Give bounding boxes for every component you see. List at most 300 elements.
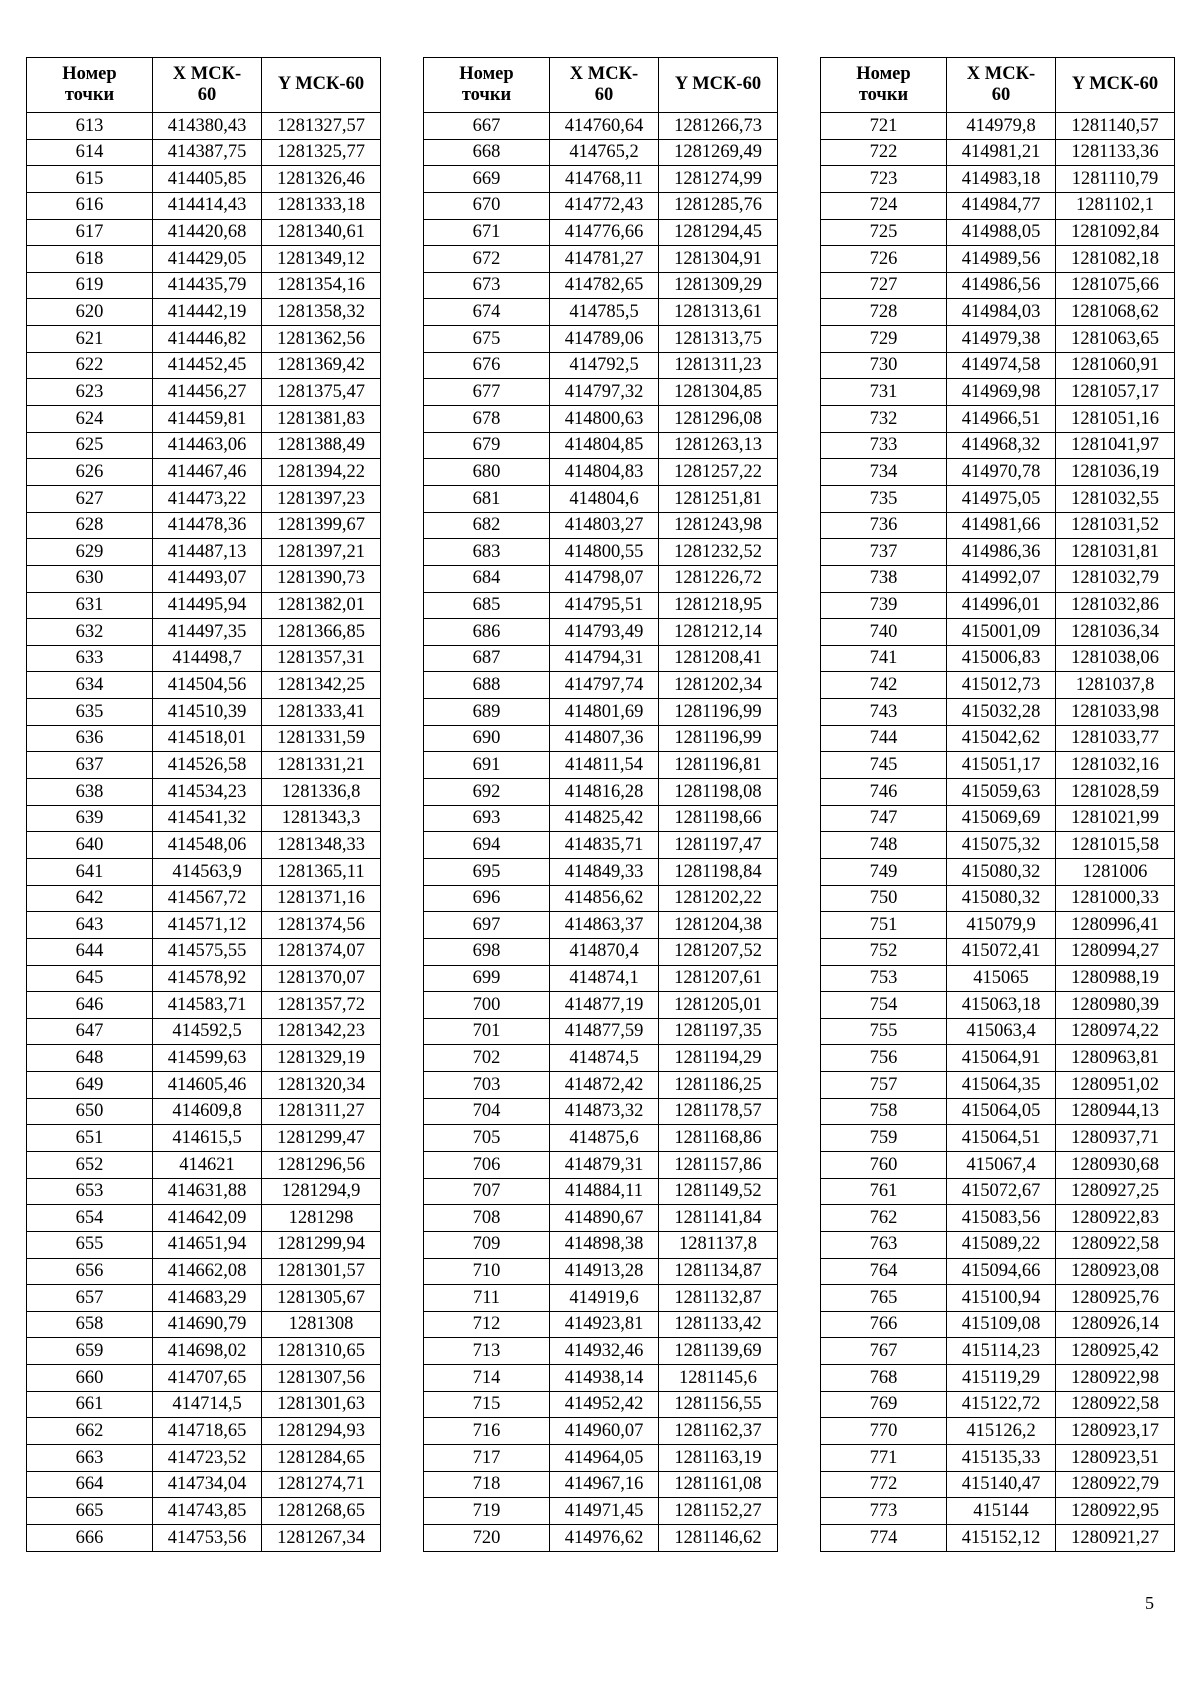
table-row bbox=[424, 912, 778, 939]
x-coordinate-cell: 414782,65 bbox=[550, 272, 659, 299]
x-coordinate-cell: 414932,46 bbox=[550, 1338, 659, 1365]
point-number-cell: 742 bbox=[821, 672, 947, 699]
table-row bbox=[424, 965, 778, 992]
table-row bbox=[424, 246, 778, 273]
y-coordinate-cell: 1280996,41 bbox=[1056, 912, 1175, 939]
x-coordinate-cell: 414463,06 bbox=[153, 432, 262, 459]
x-coordinate-cell: 414442,19 bbox=[153, 299, 262, 326]
point-number-cell: 763 bbox=[821, 1231, 947, 1258]
point-number-cell: 745 bbox=[821, 752, 947, 779]
y-coordinate-cell: 1281032,16 bbox=[1056, 752, 1175, 779]
point-number-cell: 662 bbox=[27, 1418, 153, 1445]
y-coordinate-cell: 1281156,55 bbox=[659, 1391, 778, 1418]
header-y-msk60: Y МСК-60 bbox=[1056, 58, 1175, 113]
x-coordinate-cell: 414964,05 bbox=[550, 1445, 659, 1472]
y-coordinate-cell: 1281033,98 bbox=[1056, 699, 1175, 726]
y-coordinate-cell: 1280923,51 bbox=[1056, 1445, 1175, 1472]
x-coordinate-cell: 414510,39 bbox=[153, 699, 262, 726]
point-number-cell: 699 bbox=[424, 965, 550, 992]
y-coordinate-cell: 1281257,22 bbox=[659, 459, 778, 486]
x-coordinate-cell: 414797,32 bbox=[550, 379, 659, 406]
point-number-cell: 647 bbox=[27, 1018, 153, 1045]
point-number-cell: 696 bbox=[424, 885, 550, 912]
point-number-cell: 746 bbox=[821, 779, 947, 806]
table-row bbox=[27, 1418, 381, 1445]
y-coordinate-cell: 1280922,58 bbox=[1056, 1391, 1175, 1418]
point-number-cell: 724 bbox=[821, 192, 947, 219]
table-row bbox=[27, 1045, 381, 1072]
y-coordinate-cell: 1281267,34 bbox=[262, 1524, 381, 1551]
point-number-cell: 712 bbox=[424, 1311, 550, 1338]
table-row bbox=[821, 1045, 1175, 1072]
point-number-cell: 666 bbox=[27, 1524, 153, 1551]
x-coordinate-cell: 414772,43 bbox=[550, 192, 659, 219]
table-row bbox=[27, 1365, 381, 1392]
table-row bbox=[821, 1338, 1175, 1365]
point-number-cell: 617 bbox=[27, 219, 153, 246]
y-coordinate-cell: 1281196,99 bbox=[659, 725, 778, 752]
point-number-cell: 736 bbox=[821, 512, 947, 539]
table-row bbox=[27, 379, 381, 406]
point-number-cell: 676 bbox=[424, 352, 550, 379]
y-coordinate-cell: 1280922,58 bbox=[1056, 1231, 1175, 1258]
point-number-cell: 721 bbox=[821, 113, 947, 140]
y-coordinate-cell: 1281202,22 bbox=[659, 885, 778, 912]
table-row bbox=[27, 779, 381, 806]
table-row bbox=[821, 885, 1175, 912]
x-coordinate-cell: 414420,68 bbox=[153, 219, 262, 246]
point-number-cell: 752 bbox=[821, 938, 947, 965]
table-row bbox=[821, 432, 1175, 459]
point-number-cell: 652 bbox=[27, 1151, 153, 1178]
point-number-cell: 624 bbox=[27, 406, 153, 433]
y-coordinate-cell: 1281366,85 bbox=[262, 619, 381, 646]
table-row bbox=[821, 1231, 1175, 1258]
table-row bbox=[27, 246, 381, 273]
point-number-cell: 664 bbox=[27, 1471, 153, 1498]
x-coordinate-cell: 414884,11 bbox=[550, 1178, 659, 1205]
y-coordinate-cell: 1281298 bbox=[262, 1205, 381, 1232]
point-number-cell: 663 bbox=[27, 1445, 153, 1472]
y-coordinate-cell: 1281208,41 bbox=[659, 645, 778, 672]
table-row bbox=[821, 805, 1175, 832]
table-row bbox=[27, 406, 381, 433]
point-number-cell: 726 bbox=[821, 246, 947, 273]
point-number-cell: 754 bbox=[821, 992, 947, 1019]
y-coordinate-cell: 1281038,06 bbox=[1056, 645, 1175, 672]
x-coordinate-cell: 414797,74 bbox=[550, 672, 659, 699]
point-number-cell: 667 bbox=[424, 113, 550, 140]
point-number-cell: 748 bbox=[821, 832, 947, 859]
y-coordinate-cell: 1281033,77 bbox=[1056, 725, 1175, 752]
point-number-cell: 632 bbox=[27, 619, 153, 646]
x-coordinate-cell: 415083,56 bbox=[947, 1205, 1056, 1232]
y-coordinate-cell: 1281057,17 bbox=[1056, 379, 1175, 406]
y-coordinate-cell: 1281325,77 bbox=[262, 139, 381, 166]
x-coordinate-cell: 415089,22 bbox=[947, 1231, 1056, 1258]
y-coordinate-cell: 1281037,8 bbox=[1056, 672, 1175, 699]
y-coordinate-cell: 1281197,35 bbox=[659, 1018, 778, 1045]
y-coordinate-cell: 1280923,17 bbox=[1056, 1418, 1175, 1445]
x-coordinate-cell: 414989,56 bbox=[947, 246, 1056, 273]
table-row bbox=[27, 1498, 381, 1525]
point-number-cell: 620 bbox=[27, 299, 153, 326]
table-row bbox=[424, 379, 778, 406]
point-number-cell: 738 bbox=[821, 565, 947, 592]
point-number-cell: 637 bbox=[27, 752, 153, 779]
y-coordinate-cell: 1280922,79 bbox=[1056, 1471, 1175, 1498]
point-number-cell: 621 bbox=[27, 326, 153, 353]
table-body bbox=[821, 113, 1175, 1552]
y-coordinate-cell: 1281358,32 bbox=[262, 299, 381, 326]
y-coordinate-cell: 1281021,99 bbox=[1056, 805, 1175, 832]
table-row bbox=[27, 1098, 381, 1125]
table-row bbox=[27, 1072, 381, 1099]
point-number-cell: 703 bbox=[424, 1072, 550, 1099]
y-coordinate-cell: 1281000,33 bbox=[1056, 885, 1175, 912]
point-number-cell: 682 bbox=[424, 512, 550, 539]
x-coordinate-cell: 415059,63 bbox=[947, 779, 1056, 806]
table-row bbox=[424, 1231, 778, 1258]
point-number-cell: 701 bbox=[424, 1018, 550, 1045]
table-row bbox=[424, 1018, 778, 1045]
x-coordinate-cell: 414575,55 bbox=[153, 938, 262, 965]
table-row bbox=[821, 672, 1175, 699]
point-number-cell: 628 bbox=[27, 512, 153, 539]
point-number-cell: 695 bbox=[424, 858, 550, 885]
x-coordinate-cell: 414776,66 bbox=[550, 219, 659, 246]
y-coordinate-cell: 1281218,95 bbox=[659, 592, 778, 619]
y-coordinate-cell: 1280974,22 bbox=[1056, 1018, 1175, 1045]
x-coordinate-cell: 414765,2 bbox=[550, 139, 659, 166]
x-coordinate-cell: 414567,72 bbox=[153, 885, 262, 912]
y-coordinate-cell: 1281032,86 bbox=[1056, 592, 1175, 619]
x-coordinate-cell: 415109,08 bbox=[947, 1311, 1056, 1338]
table-row bbox=[821, 912, 1175, 939]
y-coordinate-cell: 1280921,27 bbox=[1056, 1524, 1175, 1551]
x-coordinate-cell: 415122,72 bbox=[947, 1391, 1056, 1418]
point-number-cell: 686 bbox=[424, 619, 550, 646]
x-coordinate-cell: 414456,27 bbox=[153, 379, 262, 406]
table-row bbox=[424, 219, 778, 246]
x-coordinate-cell: 414979,38 bbox=[947, 326, 1056, 353]
x-coordinate-cell: 414816,28 bbox=[550, 779, 659, 806]
point-number-cell: 678 bbox=[424, 406, 550, 433]
y-coordinate-cell: 1281349,12 bbox=[262, 246, 381, 273]
x-coordinate-cell: 414986,36 bbox=[947, 539, 1056, 566]
table-row bbox=[821, 752, 1175, 779]
table-row bbox=[821, 406, 1175, 433]
table-row bbox=[27, 1445, 381, 1472]
point-number-cell: 709 bbox=[424, 1231, 550, 1258]
point-number-cell: 720 bbox=[424, 1524, 550, 1551]
table-row bbox=[27, 139, 381, 166]
table-row bbox=[424, 752, 778, 779]
point-number-cell: 730 bbox=[821, 352, 947, 379]
y-coordinate-cell: 1281313,61 bbox=[659, 299, 778, 326]
y-coordinate-cell: 1280922,95 bbox=[1056, 1498, 1175, 1525]
x-coordinate-cell: 414380,43 bbox=[153, 113, 262, 140]
y-coordinate-cell: 1281082,18 bbox=[1056, 246, 1175, 273]
point-number-cell: 702 bbox=[424, 1045, 550, 1072]
y-coordinate-cell: 1281051,16 bbox=[1056, 406, 1175, 433]
y-coordinate-cell: 1281152,27 bbox=[659, 1498, 778, 1525]
x-coordinate-cell: 414792,5 bbox=[550, 352, 659, 379]
y-coordinate-cell: 1281313,75 bbox=[659, 326, 778, 353]
table-row bbox=[27, 272, 381, 299]
point-number-cell: 633 bbox=[27, 645, 153, 672]
table-row bbox=[821, 699, 1175, 726]
point-number-cell: 660 bbox=[27, 1365, 153, 1392]
y-coordinate-cell: 1281162,37 bbox=[659, 1418, 778, 1445]
x-coordinate-cell: 415126,2 bbox=[947, 1418, 1056, 1445]
y-coordinate-cell: 1281301,57 bbox=[262, 1258, 381, 1285]
x-coordinate-cell: 414497,35 bbox=[153, 619, 262, 646]
y-coordinate-cell: 1281370,07 bbox=[262, 965, 381, 992]
table-row bbox=[424, 672, 778, 699]
header-x-msk60: X МСК- 60 bbox=[550, 58, 659, 113]
x-coordinate-cell: 414800,55 bbox=[550, 539, 659, 566]
point-number-cell: 731 bbox=[821, 379, 947, 406]
x-coordinate-cell: 414526,58 bbox=[153, 752, 262, 779]
table-row bbox=[424, 299, 778, 326]
point-number-cell: 654 bbox=[27, 1205, 153, 1232]
table-row bbox=[821, 992, 1175, 1019]
table-row bbox=[821, 219, 1175, 246]
point-number-cell: 635 bbox=[27, 699, 153, 726]
table-row bbox=[424, 1365, 778, 1392]
x-coordinate-cell: 414798,07 bbox=[550, 565, 659, 592]
x-coordinate-cell: 414571,12 bbox=[153, 912, 262, 939]
x-coordinate-cell: 415006,83 bbox=[947, 645, 1056, 672]
point-number-cell: 758 bbox=[821, 1098, 947, 1125]
point-number-cell: 644 bbox=[27, 938, 153, 965]
x-coordinate-cell: 415114,23 bbox=[947, 1338, 1056, 1365]
point-number-cell: 618 bbox=[27, 246, 153, 273]
y-coordinate-cell: 1280926,14 bbox=[1056, 1311, 1175, 1338]
table-row bbox=[424, 459, 778, 486]
x-coordinate-cell: 414387,75 bbox=[153, 139, 262, 166]
point-number-cell: 727 bbox=[821, 272, 947, 299]
x-coordinate-cell: 414898,38 bbox=[550, 1231, 659, 1258]
point-number-cell: 640 bbox=[27, 832, 153, 859]
y-coordinate-cell: 1281068,62 bbox=[1056, 299, 1175, 326]
point-number-cell: 716 bbox=[424, 1418, 550, 1445]
header-x-msk60: X МСК- 60 bbox=[153, 58, 262, 113]
x-coordinate-cell: 414707,65 bbox=[153, 1365, 262, 1392]
y-coordinate-cell: 1281342,25 bbox=[262, 672, 381, 699]
point-number-cell: 650 bbox=[27, 1098, 153, 1125]
table-row bbox=[424, 832, 778, 859]
y-coordinate-cell: 1281309,29 bbox=[659, 272, 778, 299]
table-row bbox=[821, 832, 1175, 859]
table-row bbox=[27, 1231, 381, 1258]
x-coordinate-cell: 414874,1 bbox=[550, 965, 659, 992]
table-row bbox=[27, 965, 381, 992]
y-coordinate-cell: 1281133,42 bbox=[659, 1311, 778, 1338]
x-coordinate-cell: 415152,12 bbox=[947, 1524, 1056, 1551]
point-number-cell: 665 bbox=[27, 1498, 153, 1525]
table-row bbox=[821, 565, 1175, 592]
table-row bbox=[821, 113, 1175, 140]
point-number-cell: 645 bbox=[27, 965, 153, 992]
x-coordinate-cell: 415063,18 bbox=[947, 992, 1056, 1019]
point-number-cell: 619 bbox=[27, 272, 153, 299]
x-coordinate-cell: 414874,5 bbox=[550, 1045, 659, 1072]
table-row bbox=[27, 1391, 381, 1418]
table-row bbox=[27, 219, 381, 246]
x-coordinate-cell: 414563,9 bbox=[153, 858, 262, 885]
x-coordinate-cell: 414651,94 bbox=[153, 1231, 262, 1258]
table-row bbox=[27, 166, 381, 193]
y-coordinate-cell: 1281161,08 bbox=[659, 1471, 778, 1498]
x-coordinate-cell: 414794,31 bbox=[550, 645, 659, 672]
y-coordinate-cell: 1281207,61 bbox=[659, 965, 778, 992]
point-number-cell: 615 bbox=[27, 166, 153, 193]
point-number-cell: 689 bbox=[424, 699, 550, 726]
point-number-cell: 679 bbox=[424, 432, 550, 459]
y-coordinate-cell: 1281365,11 bbox=[262, 858, 381, 885]
x-coordinate-cell: 415140,47 bbox=[947, 1471, 1056, 1498]
point-number-cell: 641 bbox=[27, 858, 153, 885]
header-point-number: Номер точки bbox=[27, 58, 153, 113]
x-coordinate-cell: 414662,08 bbox=[153, 1258, 262, 1285]
y-coordinate-cell: 1280988,19 bbox=[1056, 965, 1175, 992]
y-coordinate-cell: 1281388,49 bbox=[262, 432, 381, 459]
y-coordinate-cell: 1281132,87 bbox=[659, 1285, 778, 1312]
point-number-cell: 719 bbox=[424, 1498, 550, 1525]
table-row bbox=[27, 1311, 381, 1338]
point-number-cell: 616 bbox=[27, 192, 153, 219]
table-row bbox=[27, 1018, 381, 1045]
x-coordinate-cell: 414923,81 bbox=[550, 1311, 659, 1338]
x-coordinate-cell: 414734,04 bbox=[153, 1471, 262, 1498]
table-row bbox=[424, 1445, 778, 1472]
x-coordinate-cell: 415079,9 bbox=[947, 912, 1056, 939]
y-coordinate-cell: 1281331,21 bbox=[262, 752, 381, 779]
x-coordinate-cell: 415075,32 bbox=[947, 832, 1056, 859]
x-coordinate-cell: 414467,46 bbox=[153, 459, 262, 486]
table-row bbox=[821, 779, 1175, 806]
point-number-cell: 698 bbox=[424, 938, 550, 965]
table-row bbox=[27, 1258, 381, 1285]
header-y-msk60: Y МСК-60 bbox=[262, 58, 381, 113]
point-number-cell: 729 bbox=[821, 326, 947, 353]
table-row bbox=[424, 885, 778, 912]
x-coordinate-cell: 414429,05 bbox=[153, 246, 262, 273]
y-coordinate-cell: 1281268,65 bbox=[262, 1498, 381, 1525]
x-coordinate-cell: 414981,21 bbox=[947, 139, 1056, 166]
table-row bbox=[424, 725, 778, 752]
y-coordinate-cell: 1281178,57 bbox=[659, 1098, 778, 1125]
x-coordinate-cell: 414631,88 bbox=[153, 1178, 262, 1205]
x-coordinate-cell: 414952,42 bbox=[550, 1391, 659, 1418]
x-coordinate-cell: 414870,4 bbox=[550, 938, 659, 965]
x-coordinate-cell: 414498,7 bbox=[153, 645, 262, 672]
table-row bbox=[821, 592, 1175, 619]
x-coordinate-cell: 414795,51 bbox=[550, 592, 659, 619]
point-number-cell: 728 bbox=[821, 299, 947, 326]
x-coordinate-cell: 414986,56 bbox=[947, 272, 1056, 299]
x-coordinate-cell: 414435,79 bbox=[153, 272, 262, 299]
point-number-cell: 705 bbox=[424, 1125, 550, 1152]
point-number-cell: 643 bbox=[27, 912, 153, 939]
x-coordinate-cell: 415051,17 bbox=[947, 752, 1056, 779]
x-coordinate-cell: 414919,6 bbox=[550, 1285, 659, 1312]
table-row bbox=[821, 1098, 1175, 1125]
y-coordinate-cell: 1281202,34 bbox=[659, 672, 778, 699]
y-coordinate-cell: 1281205,01 bbox=[659, 992, 778, 1019]
point-number-cell: 646 bbox=[27, 992, 153, 1019]
y-coordinate-cell: 1281036,19 bbox=[1056, 459, 1175, 486]
header-point-number: Номер точки bbox=[821, 58, 947, 113]
point-number-cell: 714 bbox=[424, 1365, 550, 1392]
x-coordinate-cell: 415012,73 bbox=[947, 672, 1056, 699]
y-coordinate-cell: 1281307,56 bbox=[262, 1365, 381, 1392]
x-coordinate-cell: 415100,94 bbox=[947, 1285, 1056, 1312]
x-coordinate-cell: 414781,27 bbox=[550, 246, 659, 273]
table-row bbox=[27, 459, 381, 486]
x-coordinate-cell: 414835,71 bbox=[550, 832, 659, 859]
point-number-cell: 735 bbox=[821, 485, 947, 512]
point-number-cell: 768 bbox=[821, 1365, 947, 1392]
table-row bbox=[424, 992, 778, 1019]
x-coordinate-cell: 414803,27 bbox=[550, 512, 659, 539]
point-number-cell: 672 bbox=[424, 246, 550, 273]
table-row bbox=[424, 1098, 778, 1125]
x-coordinate-cell: 414801,69 bbox=[550, 699, 659, 726]
x-coordinate-cell: 414873,32 bbox=[550, 1098, 659, 1125]
x-coordinate-cell: 415069,69 bbox=[947, 805, 1056, 832]
y-coordinate-cell: 1281157,86 bbox=[659, 1151, 778, 1178]
point-number-cell: 743 bbox=[821, 699, 947, 726]
x-coordinate-cell: 414966,51 bbox=[947, 406, 1056, 433]
table-row bbox=[27, 912, 381, 939]
x-coordinate-cell: 414621 bbox=[153, 1151, 262, 1178]
table-row bbox=[424, 592, 778, 619]
point-number-cell: 658 bbox=[27, 1311, 153, 1338]
x-coordinate-cell: 414446,82 bbox=[153, 326, 262, 353]
x-coordinate-cell: 414863,37 bbox=[550, 912, 659, 939]
x-coordinate-cell: 414872,42 bbox=[550, 1072, 659, 1099]
table-row bbox=[424, 432, 778, 459]
point-number-cell: 634 bbox=[27, 672, 153, 699]
point-number-cell: 680 bbox=[424, 459, 550, 486]
x-coordinate-cell: 415080,32 bbox=[947, 858, 1056, 885]
table-row bbox=[27, 1125, 381, 1152]
point-number-cell: 677 bbox=[424, 379, 550, 406]
x-coordinate-cell: 414548,06 bbox=[153, 832, 262, 859]
table-row bbox=[821, 1072, 1175, 1099]
x-coordinate-cell: 414969,98 bbox=[947, 379, 1056, 406]
point-number-cell: 762 bbox=[821, 1205, 947, 1232]
coordinates-table-1 bbox=[26, 57, 381, 1552]
x-coordinate-cell: 414849,33 bbox=[550, 858, 659, 885]
point-number-cell: 733 bbox=[821, 432, 947, 459]
y-coordinate-cell: 1281348,33 bbox=[262, 832, 381, 859]
x-coordinate-cell: 414971,45 bbox=[550, 1498, 659, 1525]
table-row bbox=[424, 1125, 778, 1152]
table-body bbox=[27, 113, 381, 1552]
point-number-cell: 711 bbox=[424, 1285, 550, 1312]
x-coordinate-cell: 414984,77 bbox=[947, 192, 1056, 219]
table-row bbox=[821, 272, 1175, 299]
x-coordinate-cell: 414405,85 bbox=[153, 166, 262, 193]
y-coordinate-cell: 1281232,52 bbox=[659, 539, 778, 566]
x-coordinate-cell: 414804,6 bbox=[550, 485, 659, 512]
table-row bbox=[27, 1205, 381, 1232]
point-number-cell: 642 bbox=[27, 885, 153, 912]
